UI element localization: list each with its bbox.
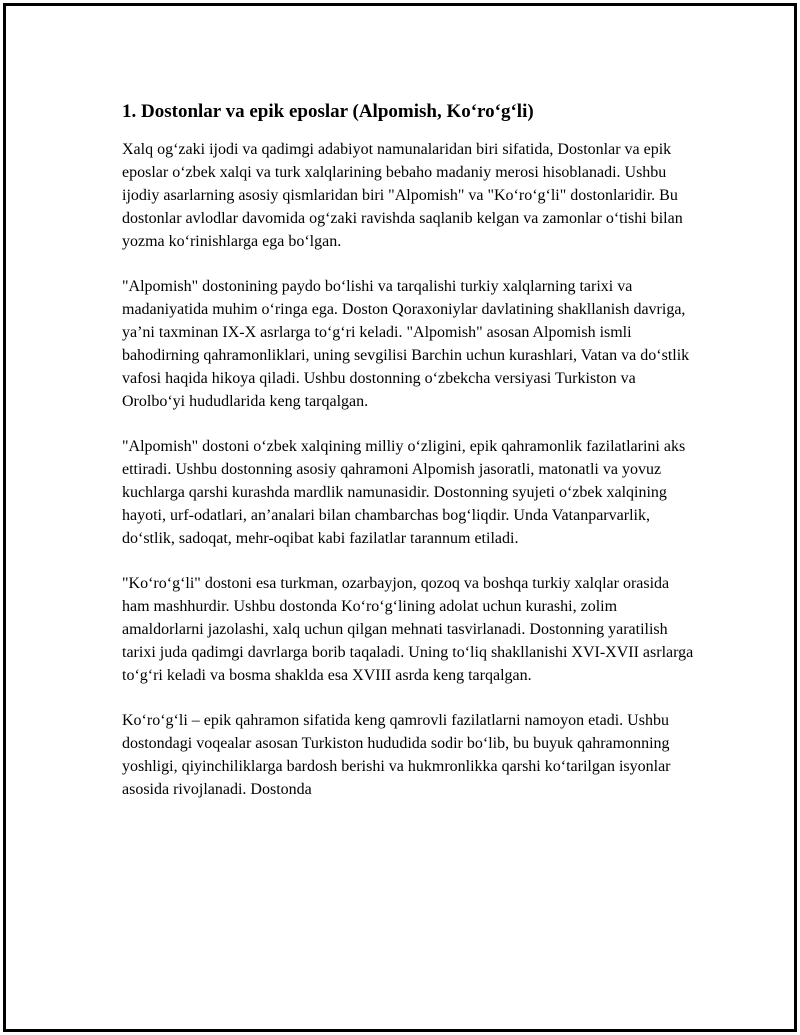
section-heading: 1. Dostonlar va epik eposlar (Alpomish, Ko‘ro‘g‘li) bbox=[122, 101, 534, 122]
paragraph-korogli: "Ko‘ro‘g‘li" dostoni esa turkman, ozarbayjon, qozoq va boshqa turkiy xalqlar orasida ham mashhurdir. Ushbu dostonda Ko‘ro‘g‘lining adolat uchun kurashi, zolim amaldorlarni jazolashi, xalq uchun qilgan mehnati tasvirlanadi. Dostonning yaratilish tarixi juda qadimgi davrlarga borib taqaladi. Uning to‘liq shakllanishi XVI-XVII asrlarga to‘g‘ri keladi va bosma shaklda esa XVIII asrda keng tarqalgan. bbox=[122, 575, 694, 684]
paragraph-korogli-hero: Ko‘ro‘g‘li – epik qahramon sifatida keng qamrovli fazilatlarni namoyon etadi. Ushbu dostondagi voqealar asosan Turkiston hududida sodir bo‘lib, bu buyuk qahramonning yoshligi, qiyinchiliklarga bardosh berishi va hukmronlikka qarshi ko‘tarilgan isyonlar asosida rivojlanadi. Dostonda bbox=[122, 712, 671, 798]
paragraph-intro: Xalq og‘zaki ijodi va qadimgi adabiyot namunalaridan biri sifatida, Dostonlar va epik eposlar o‘zbek xalqi va turk xalqlarining bebaho madaniy merosi hisoblanadi. Ushbu ijodiy asarlarning asosiy qismlaridan biri "Alpomish" va "Ko‘ro‘g‘li" dostonlaridir. Bu dostonlar avlodlar davomida og‘zaki ravishda saqlanib kelgan va zamonlar o‘tishi bilan yozma ko‘rinishlarga ega bo‘lgan. bbox=[122, 141, 683, 250]
page-frame bbox=[3, 3, 797, 1032]
paragraph-alpomish-origin: "Alpomish" dostonining paydo bo‘lishi va tarqalishi turkiy xalqlarning tarixi va madaniyatida muhim o‘ringa ega. Doston Qoraxoniylar davlatining shakllanish davriga, ya’ni taxminan IX-X asrlarga to‘g‘ri keladi. "Alpomish" asosan Alpomish ismli bahodirning qahramonliklari, uning sevgilisi Barchin uchun kurashlari, Vatan va do‘stlik vafosi haqida hikoya qiladi. Ushbu dostonning o‘zbekcha versiyasi Turkiston va Orolbo‘yi hududlarida keng tarqalgan. bbox=[122, 278, 690, 410]
paragraph-alpomish-identity: "Alpomish" dostoni o‘zbek xalqining milliy o‘zligini, epik qahramonlik fazilatlarini aks ettiradi. Ushbu dostonning asosiy qahramoni Alpomish jasoratli, matonatli va yovuz kuchlarga qarshi kurashda mardlik namunasidir. Dostonning syujeti o‘zbek xalqining hayoti, urf-odatlari, an’analari bilan chambarchas bog‘liqdir. Unda Vatanparvarlik, do‘stlik, sadoqat, mehr-oqibat kabi fazilatlar tarannum etiladi. bbox=[122, 438, 686, 547]
document-body bbox=[122, 92, 696, 823]
